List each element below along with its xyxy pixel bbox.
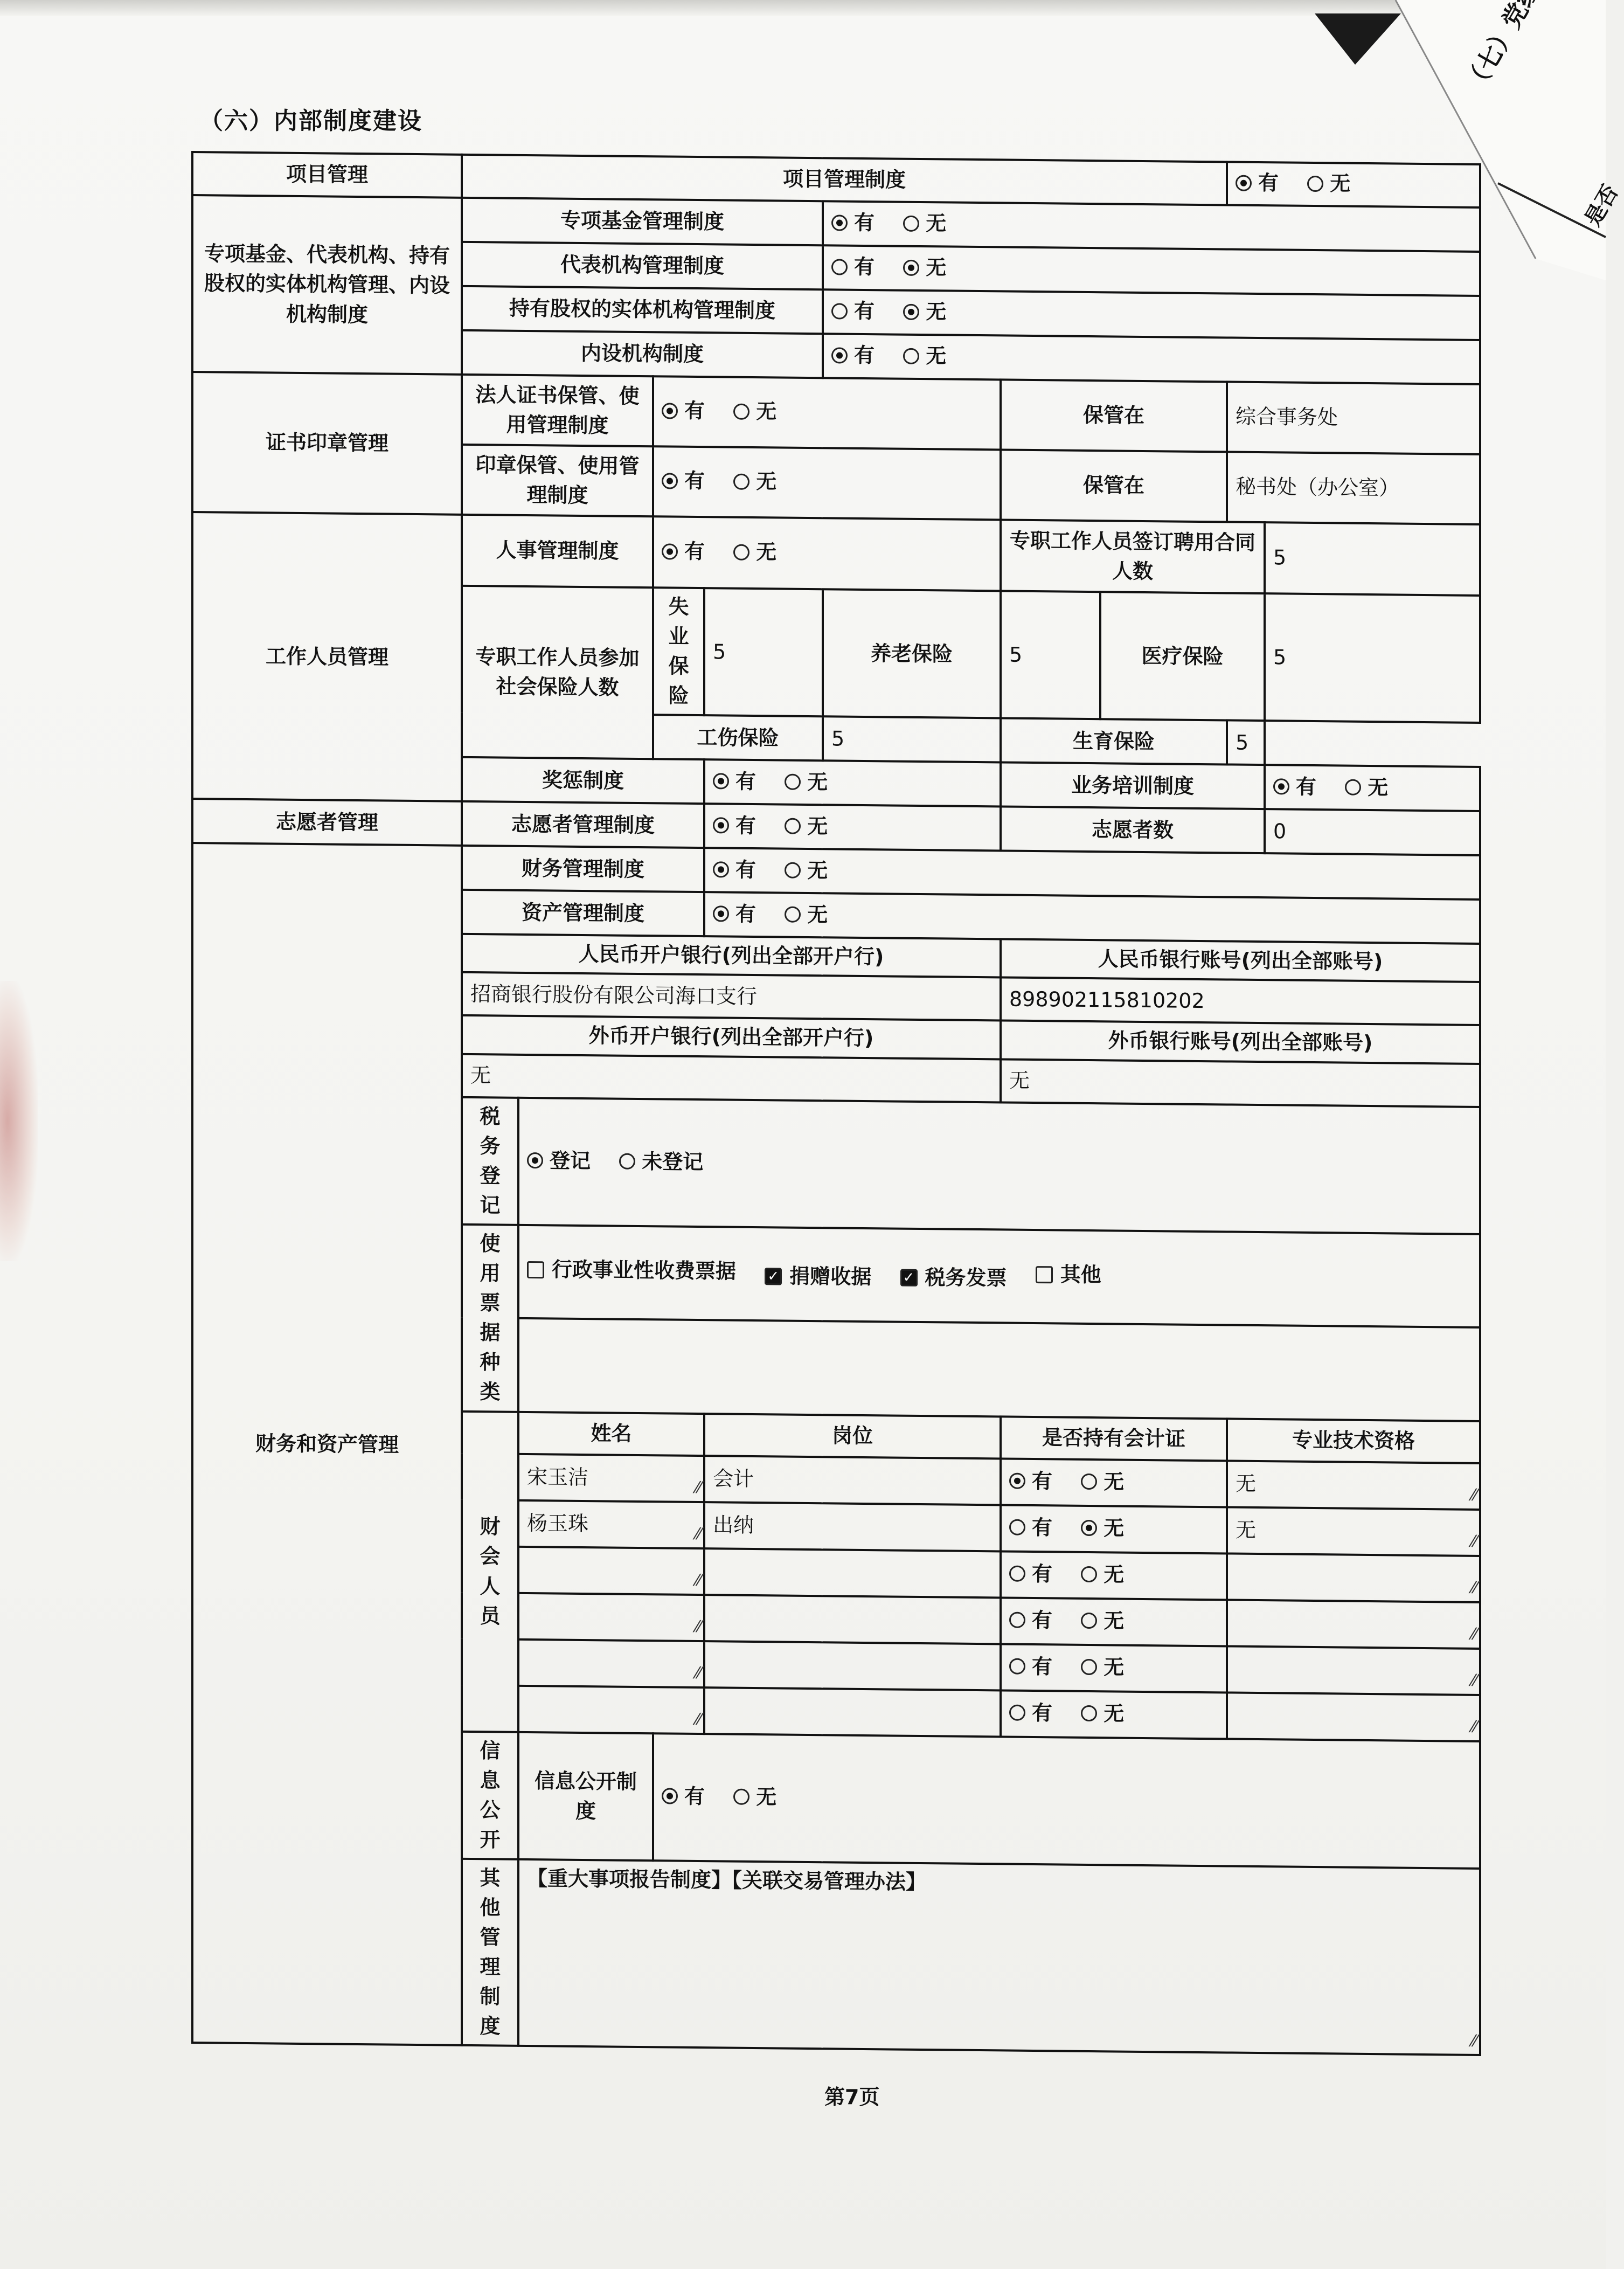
volunteer-label: 志愿者管理 <box>192 799 462 846</box>
staff-name-0[interactable]: 宋玉洁 ⁄⁄ <box>518 1454 704 1502</box>
staff-cert-2 <box>1001 1551 1227 1600</box>
cert-1-no-radio[interactable]: 无 <box>1081 1513 1124 1544</box>
special-label: 专项基金、代表机构、持有股权的实体机构管理、内设机构制度 <box>192 195 462 375</box>
staff-label: 工作人员管理 <box>192 512 462 801</box>
cert-4-no-radio[interactable]: 无 <box>1081 1652 1124 1683</box>
staff-qual-3[interactable]: ⁄⁄ <box>1227 1600 1480 1649</box>
special-0-yes-radio[interactable]: 有 <box>831 208 875 238</box>
reward-no-radio[interactable]: 无 <box>785 767 828 797</box>
other-rules-value: 【重大事项报告制度】【关联交易管理办法】 <box>527 1866 927 1894</box>
staff-qual-1[interactable]: 无 ⁄⁄ <box>1227 1507 1480 1556</box>
fx-bank-value: 无 <box>462 1054 1001 1102</box>
seal-kept-label-0: 保管在 <box>1001 379 1227 452</box>
cert-2-no-radio[interactable]: 无 <box>1081 1560 1124 1590</box>
tax-unregistered-radio[interactable]: 未登记 <box>619 1147 703 1178</box>
training-yes-radio[interactable]: 有 <box>1273 772 1316 802</box>
cert-1-yes-radio[interactable]: 有 <box>1009 1512 1052 1542</box>
disclosure-rule-label: 信息公开制度 <box>518 1732 653 1860</box>
cert-5-yes-radio[interactable]: 有 <box>1009 1698 1052 1728</box>
maternity-value: 5 <box>1227 721 1265 765</box>
project-rule-label: 项目管理制度 <box>462 155 1227 205</box>
cert-0-yes-radio[interactable]: 有 <box>1009 1466 1052 1496</box>
special-options-2 <box>823 289 1480 340</box>
staff-name-4[interactable]: ⁄⁄ <box>518 1639 704 1687</box>
project-yes-radio[interactable]: 有 <box>1236 168 1279 198</box>
staff-name-5[interactable]: ⁄⁄ <box>518 1685 704 1733</box>
staff-qual-5[interactable]: ⁄⁄ <box>1227 1692 1480 1741</box>
header-qualification: 专业技术资格 <box>1227 1419 1480 1463</box>
medical-value: 5 <box>1265 593 1480 723</box>
special-options-0 <box>823 201 1480 252</box>
staff-post-2[interactable] <box>704 1548 1001 1597</box>
fx-account-label: 外币银行账号(列出全部账号) <box>1001 1021 1480 1064</box>
finance-rule-label: 财务管理制度 <box>462 846 704 892</box>
volunteer-rule-options <box>704 804 1001 851</box>
asset-no-radio[interactable]: 无 <box>785 900 828 930</box>
other-rules-label: 其他管理制度 <box>462 1859 518 2046</box>
rmb-account-value: 898902115810202 <box>1001 978 1480 1026</box>
staff-qual-0[interactable]: 无 ⁄⁄ <box>1227 1461 1480 1510</box>
hr-no-radio[interactable]: 无 <box>733 537 776 568</box>
hr-yes-radio[interactable]: 有 <box>662 537 705 567</box>
tax-registered-radio[interactable]: 登记 <box>527 1146 591 1176</box>
contract-label: 专职工作人员签订聘用合同人数 <box>1001 520 1265 593</box>
pension-label: 养老保险 <box>823 589 1001 718</box>
seal-0-no-radio[interactable]: 无 <box>733 397 776 427</box>
header-post: 岗位 <box>704 1414 1001 1458</box>
volunteer-count: 0 <box>1265 809 1480 855</box>
finance-yes-radio[interactable]: 有 <box>713 855 756 885</box>
finance-rule-options <box>704 848 1480 900</box>
staff-cert-4 <box>1001 1644 1227 1692</box>
rmb-bank-value: 招商银行股份有限公司海口支行 <box>462 972 1001 1021</box>
header-name: 姓名 <box>518 1412 704 1455</box>
staff-name-3[interactable]: ⁄⁄ <box>518 1593 704 1641</box>
special-2-yes-radio[interactable]: 有 <box>831 296 875 327</box>
unemployment-value: 5 <box>704 588 823 716</box>
staff-qual-4[interactable]: ⁄⁄ <box>1227 1646 1480 1695</box>
special-2-no-radio[interactable]: 无 <box>903 297 946 327</box>
staff-cert-5 <box>1001 1690 1227 1739</box>
special-rule-1: 代表机构管理制度 <box>462 242 823 289</box>
seal-1-no-radio[interactable]: 无 <box>733 467 776 497</box>
staff-cert-3 <box>1001 1597 1227 1646</box>
special-rule-0: 专项基金管理制度 <box>462 198 823 245</box>
special-3-no-radio[interactable]: 无 <box>903 341 946 371</box>
injury-value: 5 <box>823 717 1001 763</box>
asset-yes-radio[interactable]: 有 <box>713 899 756 929</box>
seal-rule-1: 印章保管、使用管理制度 <box>462 445 653 516</box>
cert-3-no-radio[interactable]: 无 <box>1081 1606 1124 1636</box>
seal-0-yes-radio[interactable]: 有 <box>662 396 705 426</box>
special-3-yes-radio[interactable]: 有 <box>831 341 875 371</box>
corner-subtitle: 是否 <box>1580 181 1623 231</box>
staff-qual-2[interactable]: ⁄⁄ <box>1227 1553 1480 1602</box>
bill-options <box>518 1225 1480 1327</box>
medical-label: 医疗保险 <box>1100 592 1265 721</box>
bill-other-checkbox[interactable]: 其他 <box>1036 1260 1101 1290</box>
bill-donation-checkbox[interactable]: ✓ 捐赠收据 <box>765 1261 871 1292</box>
cert-3-yes-radio[interactable]: 有 <box>1009 1605 1052 1635</box>
special-options-3 <box>823 334 1480 384</box>
seal-options-0 <box>653 376 1001 449</box>
internal-rules-table <box>191 151 1481 2056</box>
insurance-label: 专职工作人员参加社会保险人数 <box>462 586 653 759</box>
maternity-label: 生育保险 <box>1001 718 1227 765</box>
fx-account-value: 无 <box>1001 1059 1480 1107</box>
hr-rule-label: 人事管理制度 <box>462 515 653 587</box>
finance-label: 财务和资产管理 <box>192 843 462 2045</box>
reward-rule-label: 奖惩制度 <box>462 757 704 804</box>
reward-rule-options <box>704 760 1001 807</box>
seal-options-1 <box>653 446 1001 520</box>
cert-4-yes-radio[interactable]: 有 <box>1009 1651 1052 1682</box>
disclosure-yes-radio[interactable]: 有 <box>662 1781 705 1811</box>
staff-cert-0 <box>1001 1458 1227 1507</box>
staff-post-0[interactable]: 会计 <box>704 1456 1001 1505</box>
project-rule-options <box>1227 162 1480 207</box>
volunteer-count-label: 志愿者数 <box>1001 807 1265 854</box>
special-1-yes-radio[interactable]: 有 <box>831 252 875 282</box>
special-rule-2: 持有股权的实体机构管理制度 <box>462 286 823 334</box>
bill-extra-field[interactable] <box>518 1318 1480 1421</box>
training-rule-label: 业务培训制度 <box>1001 763 1265 810</box>
asset-rule-label: 资产管理制度 <box>462 890 704 936</box>
finance-no-radio[interactable]: 无 <box>785 855 828 886</box>
volunteer-no-radio[interactable]: 无 <box>785 811 828 841</box>
tax-options <box>518 1097 1480 1234</box>
project-label: 项目管理 <box>192 152 462 198</box>
cert-5-no-radio[interactable]: 无 <box>1081 1699 1124 1729</box>
staff-cert-1 <box>1001 1505 1227 1553</box>
hr-rule-options <box>653 516 1001 591</box>
staff-post-3[interactable] <box>704 1595 1001 1644</box>
bill-tax-invoice-checkbox[interactable]: ✓ 税务发票 <box>900 1263 1007 1293</box>
fx-bank-label: 外币开户银行(列出全部开户行) <box>462 1015 1001 1059</box>
seal-label: 证书印章管理 <box>192 372 462 515</box>
asset-rule-options <box>704 893 1480 944</box>
header-certificate: 是否持有会计证 <box>1001 1416 1227 1461</box>
staff-post-1[interactable]: 出纳 <box>704 1502 1001 1551</box>
disclosure-options <box>653 1733 1480 1869</box>
seal-kept-value-0: 综合事务处 <box>1227 382 1480 454</box>
section-title: （六）内部制度建设 <box>199 107 422 135</box>
page-number: 第7页 <box>824 2085 880 2109</box>
disclosure-label: 信息公开 <box>462 1731 518 1859</box>
seal-1-yes-radio[interactable]: 有 <box>662 466 705 496</box>
paper-stain <box>0 981 38 1261</box>
pension-value: 5 <box>1001 591 1100 719</box>
special-rule-3: 内设机构制度 <box>462 330 823 378</box>
disclosure-no-radio[interactable]: 无 <box>733 1782 776 1813</box>
training-no-radio[interactable]: 无 <box>1345 772 1388 803</box>
contract-count: 5 <box>1265 522 1480 596</box>
rmb-account-label: 人民币银行账号(列出全部账号) <box>1001 939 1480 983</box>
special-options-1 <box>823 245 1480 296</box>
staff-post-4[interactable] <box>704 1641 1001 1690</box>
seal-rule-0: 法人证书保管、使用管理制度 <box>462 375 653 446</box>
tax-label: 税务登记 <box>462 1097 518 1225</box>
cert-0-no-radio[interactable]: 无 <box>1081 1467 1124 1497</box>
special-0-no-radio[interactable]: 无 <box>903 209 946 239</box>
reward-yes-radio[interactable]: 有 <box>713 766 756 797</box>
accounting-staff-label: 财会人员 <box>462 1411 518 1732</box>
volunteer-rule-label: 志愿者管理制度 <box>462 801 704 848</box>
staff-name-1[interactable]: 杨玉珠 ⁄⁄ <box>518 1500 704 1548</box>
unemployment-label: 失业保险 <box>653 587 704 715</box>
volunteer-yes-radio[interactable]: 有 <box>713 811 756 841</box>
project-no-radio[interactable]: 无 <box>1307 169 1350 199</box>
staff-post-5[interactable] <box>704 1687 1001 1737</box>
training-rule-options <box>1265 765 1480 811</box>
special-1-no-radio[interactable]: 无 <box>903 253 946 283</box>
seal-kept-label-1: 保管在 <box>1001 449 1227 522</box>
staff-name-2[interactable]: ⁄⁄ <box>518 1546 704 1594</box>
injury-label: 工伤保险 <box>653 715 823 761</box>
rmb-bank-label: 人民币开户银行(列出全部开户行) <box>462 934 1001 978</box>
cert-2-yes-radio[interactable]: 有 <box>1009 1559 1052 1589</box>
other-rules-field[interactable]: 【重大事项报告制度】【关联交易管理办法】 ⁄⁄ <box>518 1859 1480 2056</box>
bill-label: 使用票据种类 <box>462 1225 518 1412</box>
bill-admin-fee-checkbox[interactable]: 行政事业性收费票据 <box>527 1255 736 1286</box>
seal-kept-value-1: 秘书处（办公室） <box>1227 452 1480 524</box>
